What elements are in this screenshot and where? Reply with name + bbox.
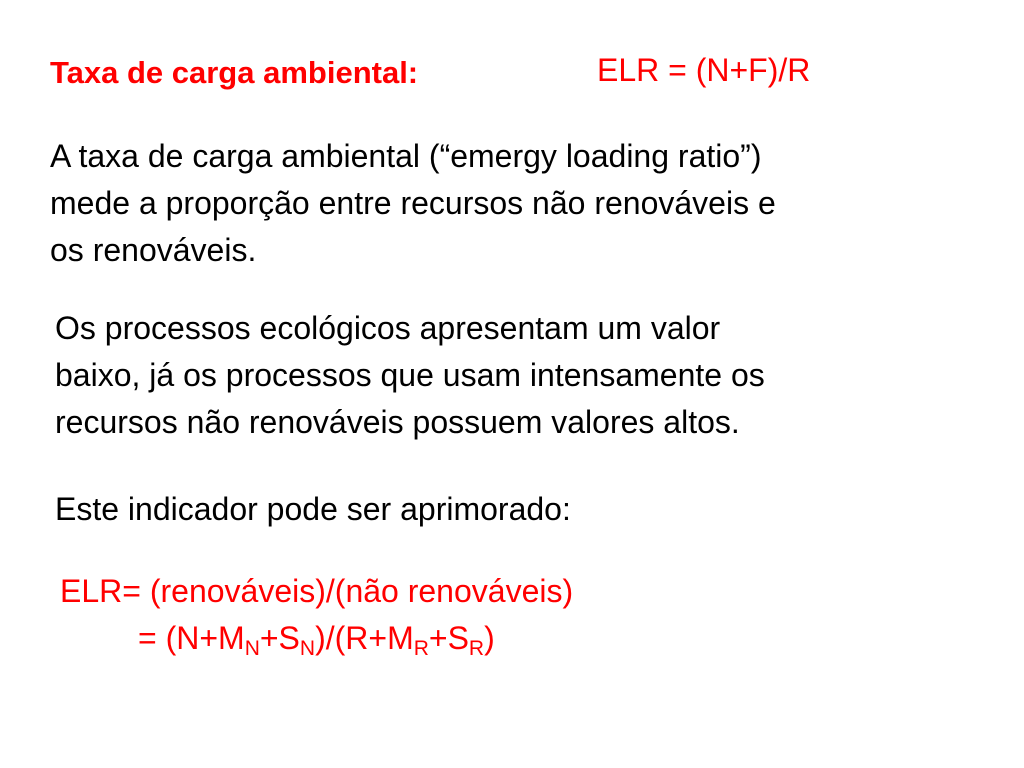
- paragraph-improvement: [55, 486, 571, 533]
- paragraph-line: A taxa de carga ambiental (“emergy loading ratio”): [50, 138, 762, 174]
- formula-text: )/(R+M: [315, 620, 414, 656]
- formula-line-1: ELR= (renováveis)/(não renováveis): [60, 573, 574, 609]
- paragraph-line: mede a proporção entre recursos não renováveis e: [50, 185, 776, 221]
- formula-subscript: R: [413, 637, 429, 660]
- formula-text: ): [484, 620, 495, 656]
- formula-line-2: [60, 615, 573, 662]
- paragraph-line: recursos não renováveis possuem valores altos.: [55, 404, 740, 440]
- paragraph-ecological-processes: [55, 305, 765, 446]
- improved-formula: [60, 568, 573, 662]
- paragraph-definition: [50, 133, 776, 274]
- formula-subscript: R: [468, 637, 485, 660]
- slide-title: Taxa de carga ambiental:: [50, 55, 419, 90]
- formula-text: +S: [259, 620, 300, 656]
- paragraph-line: os renováveis.: [50, 232, 257, 268]
- formula-subscript: N: [244, 637, 260, 660]
- title-formula: ELR = (N+F)/R: [597, 52, 811, 88]
- paragraph-line: Este indicador pode ser aprimorado:: [55, 491, 571, 527]
- paragraph-line: Os processos ecológicos apresentam um valor: [55, 310, 721, 346]
- formula-subscript: N: [299, 637, 316, 660]
- formula-text: +S: [428, 620, 469, 656]
- formula-text: = (N+M: [138, 620, 245, 656]
- paragraph-line: baixo, já os processos que usam intensamente os: [55, 357, 765, 393]
